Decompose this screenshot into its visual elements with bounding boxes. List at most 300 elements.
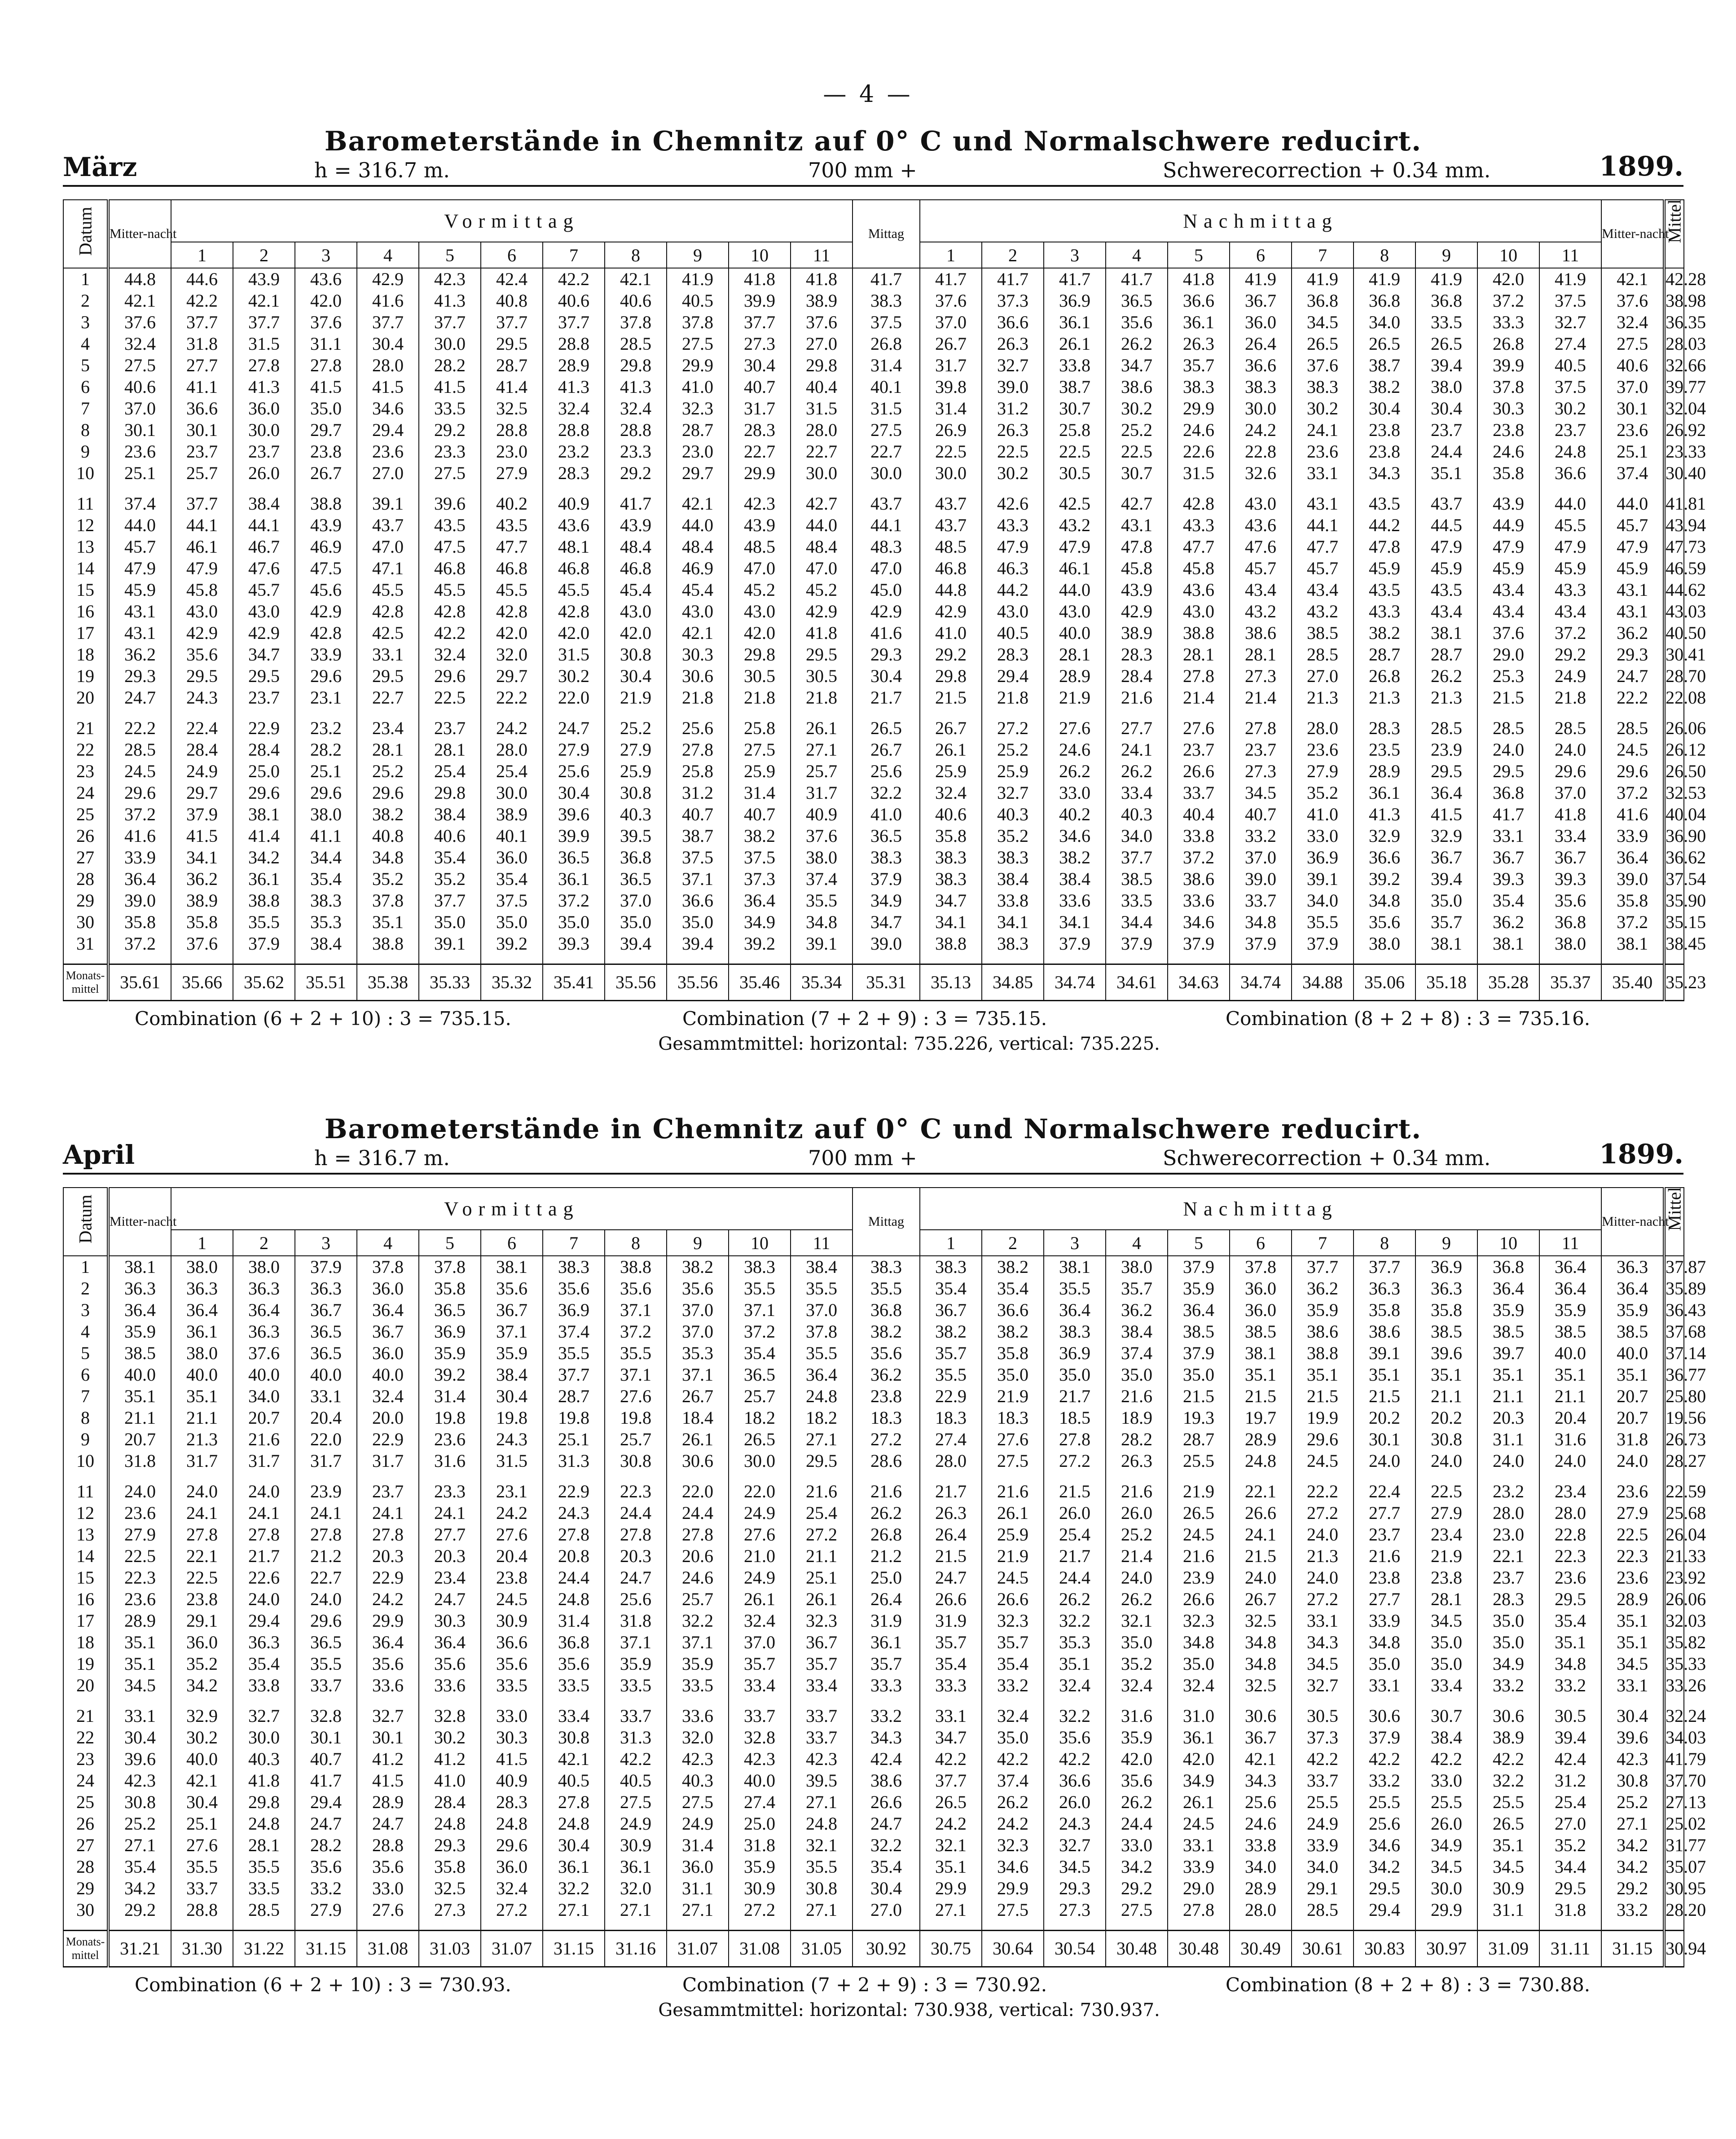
section-title: Barometerstände in Chemnitz auf 0° C und Normalschwere reducirt. xyxy=(324,126,1422,157)
value-cell: 27.9 xyxy=(605,739,667,761)
value-cell: 35.2 xyxy=(1106,1653,1168,1675)
table-row xyxy=(63,355,1684,376)
datum-cell: 29 xyxy=(63,1878,108,1899)
value-cell: 23.7 xyxy=(171,441,233,462)
value-cell: 45.7 xyxy=(1230,558,1292,579)
value-cell: 28.8 xyxy=(543,419,605,441)
value-cell: 21.5 xyxy=(1230,1545,1292,1567)
value-cell: 33.0 xyxy=(357,1878,419,1899)
value-cell: 32.4 xyxy=(1601,312,1664,333)
value-cell: 29.5 xyxy=(791,644,853,665)
value-cell: 42.0 xyxy=(605,622,667,644)
value-cell: 43.5 xyxy=(419,515,481,536)
value-cell: 35.6 xyxy=(357,1856,419,1878)
value-cell: 23.8 xyxy=(171,1589,233,1610)
table-row xyxy=(63,419,1684,441)
value-cell: 24.4 xyxy=(1106,1813,1168,1835)
nachmittag-header: Nachmittag xyxy=(920,200,1601,242)
value-cell: 42.8 xyxy=(543,601,605,622)
value-cell: 31.5 xyxy=(481,1450,543,1472)
value-cell: 35.5 xyxy=(791,1856,853,1878)
value-cell: 35.4 xyxy=(920,1278,982,1299)
value-cell: 32.4 xyxy=(1168,1675,1230,1696)
value-cell: 26.0 xyxy=(1415,1813,1477,1835)
value-cell: 35.7 xyxy=(982,1632,1044,1653)
value-cell: 37.6 xyxy=(920,290,982,312)
value-cell: 38.4 xyxy=(982,868,1044,890)
value-cell: 27.8 xyxy=(543,1524,605,1545)
gap-cell xyxy=(63,484,108,493)
value-cell: 42.1 xyxy=(171,1770,233,1791)
datum-header xyxy=(63,200,108,268)
value-cell: 21.9 xyxy=(1168,1481,1230,1502)
value-cell: 27.2 xyxy=(729,1899,791,1921)
value-cell: 37.9 xyxy=(233,933,295,955)
datum-cell: 28 xyxy=(63,1856,108,1878)
value-cell: 32.1 xyxy=(791,1835,853,1856)
datum-cell: 27 xyxy=(63,847,108,868)
value-cell: 37.0 xyxy=(729,1632,791,1653)
gap-cell xyxy=(108,1696,171,1705)
value-cell: 43.4 xyxy=(1415,601,1477,622)
table-row xyxy=(63,890,1684,911)
value-cell: 27.2 xyxy=(1292,1502,1354,1524)
gap-cell xyxy=(1664,1921,1684,1931)
value-cell: 27.4 xyxy=(729,1791,791,1813)
monthly-mean-cell: 31.07 xyxy=(667,1931,729,1967)
value-cell: 44.8 xyxy=(108,268,171,290)
mittel-header xyxy=(1664,1188,1684,1256)
value-cell: 35.6 xyxy=(481,1653,543,1675)
value-cell: 30.4 xyxy=(543,1835,605,1856)
value-cell: 37.8 xyxy=(357,1256,419,1278)
mittel-cell: 36.62 xyxy=(1664,847,1684,868)
datum-cell: 31 xyxy=(63,933,108,955)
value-cell: 42.9 xyxy=(1106,601,1168,622)
value-cell: 24.8 xyxy=(1539,441,1601,462)
gap-cell xyxy=(1230,955,1292,964)
value-cell: 24.0 xyxy=(1539,1450,1601,1472)
hour-header: 2 xyxy=(233,242,295,268)
value-cell: 39.7 xyxy=(1477,1342,1539,1364)
value-cell: 41.3 xyxy=(1354,804,1415,825)
value-cell: 18.5 xyxy=(1044,1407,1106,1429)
value-cell: 27.4 xyxy=(920,1429,982,1450)
value-cell: 24.9 xyxy=(729,1502,791,1524)
value-cell: 35.0 xyxy=(419,911,481,933)
value-cell: 36.0 xyxy=(481,1856,543,1878)
value-cell: 29.6 xyxy=(1292,1429,1354,1450)
value-cell: 18.2 xyxy=(791,1407,853,1429)
value-cell: 35.8 xyxy=(1477,462,1539,484)
value-cell: 41.7 xyxy=(1106,268,1168,290)
monthly-mean-cell: 35.41 xyxy=(543,964,605,1001)
value-cell: 27.8 xyxy=(605,1524,667,1545)
value-cell: 37.6 xyxy=(295,312,357,333)
gap-cell xyxy=(1106,955,1168,964)
value-cell: 41.3 xyxy=(233,376,295,398)
hour-header: 10 xyxy=(1477,1230,1539,1256)
value-cell: 42.0 xyxy=(543,622,605,644)
value-cell: 40.5 xyxy=(667,290,729,312)
value-cell: 36.4 xyxy=(1044,1299,1106,1321)
hour-header: 7 xyxy=(543,242,605,268)
value-cell: 38.0 xyxy=(1539,933,1601,955)
datum-cell: 27 xyxy=(63,1835,108,1856)
value-cell: 42.8 xyxy=(481,601,543,622)
value-cell: 31.9 xyxy=(853,1610,920,1632)
monthly-mean-cell: 31.07 xyxy=(481,1931,543,1967)
value-cell: 26.2 xyxy=(1044,761,1106,782)
value-cell: 25.5 xyxy=(1415,1791,1477,1813)
gap-cell xyxy=(357,1921,419,1931)
value-cell: 42.0 xyxy=(729,622,791,644)
monthly-mean-cell: 35.56 xyxy=(667,964,729,1001)
value-cell: 41.5 xyxy=(1415,804,1477,825)
value-cell: 29.6 xyxy=(357,782,419,804)
value-cell: 44.1 xyxy=(853,515,920,536)
mittel-cell: 28.20 xyxy=(1664,1899,1684,1921)
value-cell: 23.4 xyxy=(1415,1524,1477,1545)
value-cell: 26.7 xyxy=(920,333,982,355)
month-label: April xyxy=(63,1140,135,1170)
hour-header: 6 xyxy=(481,242,543,268)
value-cell: 27.8 xyxy=(295,1524,357,1545)
value-cell: 38.1 xyxy=(108,1256,171,1278)
table-row xyxy=(63,717,1684,739)
mittel-cell: 23.92 xyxy=(1664,1567,1684,1589)
value-cell: 34.9 xyxy=(1477,1653,1539,1675)
value-cell: 36.3 xyxy=(1354,1278,1415,1299)
gap-cell xyxy=(1601,1472,1664,1481)
nachmittag-header: Nachmittag xyxy=(920,1188,1601,1230)
value-cell: 36.4 xyxy=(357,1299,419,1321)
value-cell: 42.0 xyxy=(1106,1748,1168,1770)
value-cell: 33.1 xyxy=(1601,1675,1664,1696)
value-cell: 38.3 xyxy=(1044,1321,1106,1342)
gap-cell xyxy=(667,1472,729,1481)
value-cell: 40.0 xyxy=(1044,622,1106,644)
value-cell: 34.5 xyxy=(108,1675,171,1696)
value-cell: 37.6 xyxy=(1477,622,1539,644)
value-cell: 33.6 xyxy=(1168,890,1230,911)
value-cell: 19.8 xyxy=(419,1407,481,1429)
value-cell: 39.1 xyxy=(791,933,853,955)
value-cell: 33.8 xyxy=(1230,1835,1292,1856)
value-cell: 28.4 xyxy=(1106,665,1168,687)
value-cell: 38.3 xyxy=(920,868,982,890)
value-cell: 33.7 xyxy=(729,1705,791,1727)
mittel-cell: 21.33 xyxy=(1664,1545,1684,1567)
gap-cell xyxy=(1292,484,1354,493)
value-cell: 46.3 xyxy=(982,558,1044,579)
gap-cell xyxy=(295,1472,357,1481)
monthly-mean-cell: 35.28 xyxy=(1477,964,1539,1001)
value-cell: 24.5 xyxy=(1168,1813,1230,1835)
value-cell: 25.6 xyxy=(853,761,920,782)
mittel-cell: 26.06 xyxy=(1664,717,1684,739)
value-cell: 24.7 xyxy=(605,1567,667,1589)
monthly-mean-cell: 31.08 xyxy=(729,1931,791,1967)
value-cell: 25.1 xyxy=(543,1429,605,1450)
value-cell: 33.3 xyxy=(920,1675,982,1696)
value-cell: 20.4 xyxy=(481,1545,543,1567)
value-cell: 36.9 xyxy=(419,1321,481,1342)
value-cell: 18.3 xyxy=(982,1407,1044,1429)
gap-cell xyxy=(295,1696,357,1705)
mittel-cell: 40.50 xyxy=(1664,622,1684,644)
datum-header-label: Datum xyxy=(75,1194,96,1243)
value-cell: 35.0 xyxy=(1106,1364,1168,1386)
gap-cell xyxy=(108,1921,171,1931)
value-cell: 22.4 xyxy=(171,717,233,739)
table-row xyxy=(63,739,1684,761)
value-cell: 44.5 xyxy=(1415,515,1477,536)
value-cell: 35.3 xyxy=(667,1342,729,1364)
value-cell: 38.4 xyxy=(1106,1321,1168,1342)
gap-cell xyxy=(63,1921,108,1931)
value-cell: 35.9 xyxy=(605,1653,667,1675)
value-cell: 41.9 xyxy=(1415,268,1477,290)
value-cell: 21.9 xyxy=(605,687,667,709)
gravity-correction: Schwerecorrection + 0.34 mm. xyxy=(1163,1146,1491,1170)
value-cell: 34.3 xyxy=(1230,1770,1292,1791)
value-cell: 37.9 xyxy=(171,804,233,825)
value-cell: 26.6 xyxy=(1168,761,1230,782)
value-cell: 31.3 xyxy=(543,1450,605,1472)
value-cell: 37.9 xyxy=(295,1256,357,1278)
value-cell: 27.7 xyxy=(1106,717,1168,739)
value-cell: 21.3 xyxy=(1292,687,1354,709)
value-cell: 29.6 xyxy=(295,665,357,687)
value-cell: 39.2 xyxy=(481,933,543,955)
gap-cell xyxy=(1539,1472,1601,1481)
value-cell: 21.7 xyxy=(1044,1545,1106,1567)
gap-cell xyxy=(171,484,233,493)
value-cell: 46.8 xyxy=(419,558,481,579)
value-cell: 21.5 xyxy=(920,687,982,709)
value-cell: 22.1 xyxy=(1230,1481,1292,1502)
value-cell: 43.7 xyxy=(920,515,982,536)
value-cell: 30.9 xyxy=(481,1610,543,1632)
value-cell: 26.0 xyxy=(233,462,295,484)
table-row xyxy=(63,1705,1684,1727)
value-cell: 35.4 xyxy=(1539,1610,1601,1632)
value-cell: 18.4 xyxy=(667,1407,729,1429)
value-cell: 42.9 xyxy=(791,601,853,622)
value-cell: 36.7 xyxy=(481,1299,543,1321)
value-cell: 35.0 xyxy=(1168,1653,1230,1675)
value-cell: 24.9 xyxy=(1292,1813,1354,1835)
datum-cell: 12 xyxy=(63,515,108,536)
value-cell: 37.3 xyxy=(982,290,1044,312)
value-cell: 40.6 xyxy=(543,290,605,312)
value-cell: 41.6 xyxy=(108,825,171,847)
value-cell: 28.5 xyxy=(233,1899,295,1921)
value-cell: 35.0 xyxy=(1354,1653,1415,1675)
value-cell: 28.3 xyxy=(1477,1589,1539,1610)
value-cell: 36.6 xyxy=(667,890,729,911)
value-cell: 35.1 xyxy=(108,1386,171,1407)
value-cell: 27.6 xyxy=(481,1524,543,1545)
value-cell: 29.5 xyxy=(791,1450,853,1472)
gap-cell xyxy=(233,1921,295,1931)
hour-header: 5 xyxy=(419,242,481,268)
value-cell: 43.6 xyxy=(1230,515,1292,536)
value-cell: 47.7 xyxy=(1168,536,1230,558)
value-cell: 23.4 xyxy=(419,1567,481,1589)
value-cell: 33.4 xyxy=(543,1705,605,1727)
value-cell: 33.9 xyxy=(1168,1856,1230,1878)
value-cell: 38.9 xyxy=(171,890,233,911)
value-cell: 39.2 xyxy=(419,1364,481,1386)
datum-cell: 2 xyxy=(63,290,108,312)
datum-cell: 15 xyxy=(63,579,108,601)
value-cell: 21.7 xyxy=(1044,1386,1106,1407)
value-cell: 39.4 xyxy=(1539,1727,1601,1748)
value-cell: 36.8 xyxy=(1415,290,1477,312)
value-cell: 29.9 xyxy=(357,1610,419,1632)
value-cell: 29.5 xyxy=(1415,761,1477,782)
value-cell: 32.2 xyxy=(853,1835,920,1856)
mittel-cell: 30.95 xyxy=(1664,1878,1684,1899)
value-cell: 28.1 xyxy=(1415,1589,1477,1610)
value-cell: 37.2 xyxy=(1168,847,1230,868)
value-cell: 35.8 xyxy=(1354,1299,1415,1321)
value-cell: 27.5 xyxy=(108,355,171,376)
value-cell: 43.4 xyxy=(1292,579,1354,601)
value-cell: 33.7 xyxy=(1230,890,1292,911)
value-cell: 32.8 xyxy=(295,1705,357,1727)
value-cell: 47.1 xyxy=(357,558,419,579)
value-cell: 27.1 xyxy=(920,1899,982,1921)
datum-cell: 24 xyxy=(63,1770,108,1791)
value-cell: 21.4 xyxy=(1106,1545,1168,1567)
value-cell: 20.2 xyxy=(1415,1407,1477,1429)
value-cell: 22.5 xyxy=(108,1545,171,1567)
value-cell: 40.0 xyxy=(1539,1342,1601,1364)
value-cell: 29.6 xyxy=(1539,761,1601,782)
value-cell: 36.7 xyxy=(1230,1727,1292,1748)
hour-header: 1 xyxy=(171,242,233,268)
value-cell: 35.8 xyxy=(982,1342,1044,1364)
value-cell: 23.8 xyxy=(1415,1567,1477,1589)
value-cell: 23.3 xyxy=(419,441,481,462)
value-cell: 24.5 xyxy=(481,1589,543,1610)
value-cell: 35.0 xyxy=(982,1364,1044,1386)
value-cell: 44.9 xyxy=(1477,515,1539,536)
value-cell: 32.7 xyxy=(357,1705,419,1727)
value-cell: 34.4 xyxy=(1106,911,1168,933)
value-cell: 23.7 xyxy=(1415,419,1477,441)
value-cell: 25.9 xyxy=(982,761,1044,782)
gap-cell xyxy=(357,955,419,964)
value-cell: 44.8 xyxy=(920,579,982,601)
gap-cell xyxy=(1106,484,1168,493)
value-cell: 34.6 xyxy=(357,398,419,419)
value-cell: 36.4 xyxy=(1168,1299,1230,1321)
table-row xyxy=(63,1856,1684,1878)
value-cell: 24.7 xyxy=(295,1813,357,1835)
value-cell: 35.1 xyxy=(920,1856,982,1878)
value-cell: 42.7 xyxy=(791,493,853,515)
value-cell: 27.2 xyxy=(1044,1450,1106,1472)
value-cell: 33.2 xyxy=(982,1675,1044,1696)
value-cell: 47.8 xyxy=(1354,536,1415,558)
value-cell: 35.1 xyxy=(1415,462,1477,484)
value-cell: 33.0 xyxy=(1044,782,1106,804)
gap-cell xyxy=(543,955,605,964)
value-cell: 21.6 xyxy=(1168,1545,1230,1567)
value-cell: 35.2 xyxy=(1539,1835,1601,1856)
value-cell: 38.1 xyxy=(1415,933,1477,955)
value-cell: 21.5 xyxy=(1292,1386,1354,1407)
value-cell: 40.8 xyxy=(481,290,543,312)
value-cell: 36.0 xyxy=(357,1342,419,1364)
value-cell: 36.3 xyxy=(233,1321,295,1342)
value-cell: 27.0 xyxy=(1539,1813,1601,1835)
value-cell: 38.3 xyxy=(920,847,982,868)
value-cell: 39.2 xyxy=(729,933,791,955)
value-cell: 31.4 xyxy=(667,1835,729,1856)
value-cell: 32.2 xyxy=(667,1610,729,1632)
value-cell: 20.3 xyxy=(419,1545,481,1567)
value-cell: 24.2 xyxy=(481,717,543,739)
value-cell: 27.1 xyxy=(667,1899,729,1921)
value-cell: 34.3 xyxy=(1354,462,1415,484)
value-cell: 43.5 xyxy=(1354,579,1415,601)
value-cell: 23.7 xyxy=(357,1481,419,1502)
value-cell: 46.8 xyxy=(920,558,982,579)
table-row xyxy=(63,1727,1684,1748)
base-pressure: 700 mm + xyxy=(808,1146,917,1170)
monthly-mean-cell: 30.54 xyxy=(1044,1931,1106,1967)
value-cell: 35.0 xyxy=(1477,1632,1539,1653)
value-cell: 21.3 xyxy=(171,1429,233,1450)
value-cell: 27.8 xyxy=(1168,1899,1230,1921)
gap-cell xyxy=(1539,955,1601,964)
value-cell: 31.0 xyxy=(1168,1705,1230,1727)
value-cell: 37.6 xyxy=(791,825,853,847)
value-cell: 36.1 xyxy=(543,868,605,890)
value-cell: 28.7 xyxy=(667,419,729,441)
value-cell: 38.5 xyxy=(1601,1321,1664,1342)
value-cell: 34.6 xyxy=(1044,825,1106,847)
gap-cell xyxy=(1477,709,1539,717)
value-cell: 30.2 xyxy=(171,1727,233,1748)
value-cell: 35.9 xyxy=(1106,1727,1168,1748)
value-cell: 21.1 xyxy=(1415,1386,1477,1407)
value-cell: 26.6 xyxy=(1230,1502,1292,1524)
value-cell: 36.2 xyxy=(1292,1278,1354,1299)
datum-cell: 19 xyxy=(63,1653,108,1675)
value-cell: 23.2 xyxy=(1477,1481,1539,1502)
table-row xyxy=(63,644,1684,665)
value-cell: 26.2 xyxy=(1415,665,1477,687)
gap-cell xyxy=(233,1696,295,1705)
value-cell: 44.1 xyxy=(171,515,233,536)
value-cell: 30.5 xyxy=(729,665,791,687)
value-cell: 37.5 xyxy=(1539,376,1601,398)
value-cell: 23.9 xyxy=(295,1481,357,1502)
value-cell: 41.7 xyxy=(295,1770,357,1791)
value-cell: 33.4 xyxy=(1106,782,1168,804)
value-cell: 35.8 xyxy=(920,825,982,847)
value-cell: 41.3 xyxy=(543,376,605,398)
value-cell: 41.5 xyxy=(481,1748,543,1770)
value-cell: 27.8 xyxy=(1044,1429,1106,1450)
mittel-cell: 39.77 xyxy=(1664,376,1684,398)
